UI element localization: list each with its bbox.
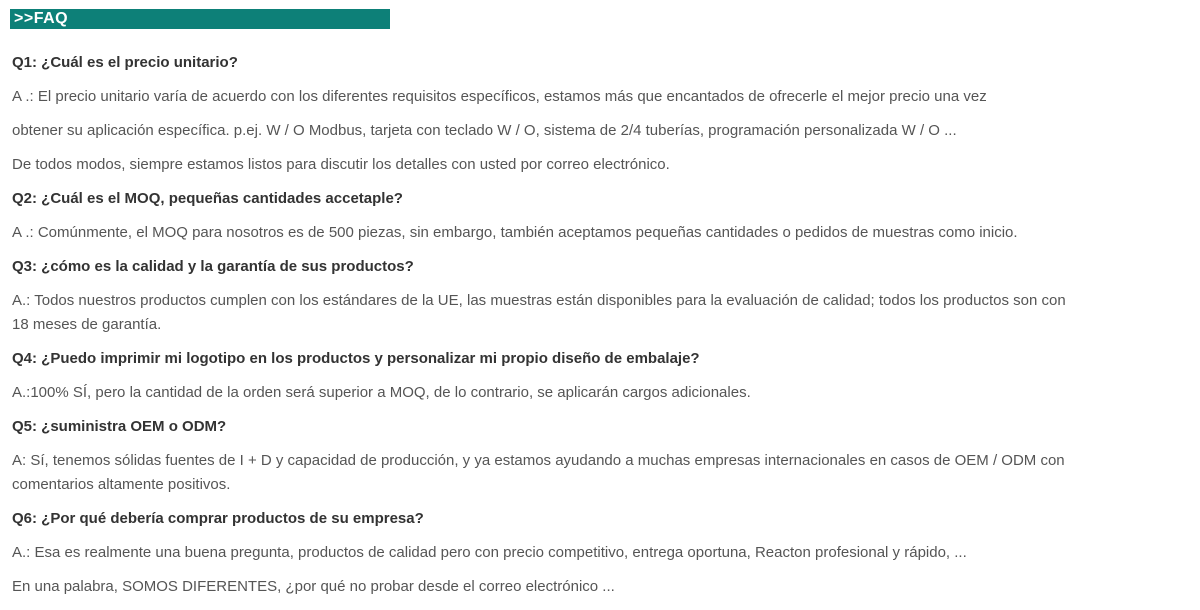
faq-item-q1 [12,51,1190,177]
faq-answer-line: 18 meses de garantía. [12,316,162,333]
faq-answer-line: A.: Todos nuestros productos cumplen con los estándares de la UE, las muestras están disponibles para la evaluación de calidad; todos los productos son con [12,292,1066,309]
faq-item-q3 [12,255,1190,337]
faq-question: Q1: ¿Cuál es el precio unitario? [12,54,238,71]
faq-answer-line: A .: Comúnmente, el MOQ para nosotros es de 500 piezas, sin embargo, también aceptamos pequeñas cantidades o pedidos de muestras como inicio. [12,224,1018,241]
faq-answer-line: comentarios altamente positivos. [12,476,231,493]
faq-answer-line: A.:100% SÍ, pero la cantidad de la orden será superior a MOQ, de lo contrario, se aplicarán cargos adicionales. [12,384,751,401]
faq-answer-line: En una palabra, SOMOS DIFERENTES, ¿por qué no probar desde el correo electrónico ... [12,578,615,595]
faq-question: Q5: ¿suministra OEM o ODM? [12,418,227,435]
faq-question: Q2: ¿Cuál es el MOQ, pequeñas cantidades accetaple? [12,190,403,207]
faq-answer-line: A.: Esa es realmente una buena pregunta, productos de calidad pero con precio competitivo, entrega oportuna, Reacton profesional y rápido, ... [12,544,967,561]
faq-content [10,51,1190,599]
faq-answer-line: De todos modos, siempre estamos listos para discutir los detalles con usted por correo electrónico. [12,156,670,173]
faq-answer-line: obtener su aplicación específica. p.ej. W / O Modbus, tarjeta con teclado W / O, sistema de 2/4 tuberías, programación personalizada W / O ... [12,122,957,139]
faq-header-bar [10,9,390,29]
faq-question: Q3: ¿cómo es la calidad y la garantía de sus productos? [12,258,414,275]
faq-question: Q6: ¿Por qué debería comprar productos de su empresa? [12,510,424,527]
faq-answer-line: A: Sí, tenemos sólidas fuentes de I + D y capacidad de producción, y ya estamos ayudando a muchas empresas internacionales en casos de OEM / ODM con [12,452,1065,469]
faq-item-q2 [12,187,1190,245]
faq-answer-line: A .: El precio unitario varía de acuerdo con los diferentes requisitos específicos, estamos más que encantados de ofrecerle el mejor precio una vez [12,88,987,105]
faq-item-q6 [12,507,1190,599]
faq-item-q5 [12,415,1190,497]
faq-item-q4 [12,347,1190,405]
faq-question: Q4: ¿Puedo imprimir mi logotipo en los productos y personalizar mi propio diseño de embalaje? [12,350,700,367]
faq-header-label: >>FAQ [14,10,69,27]
